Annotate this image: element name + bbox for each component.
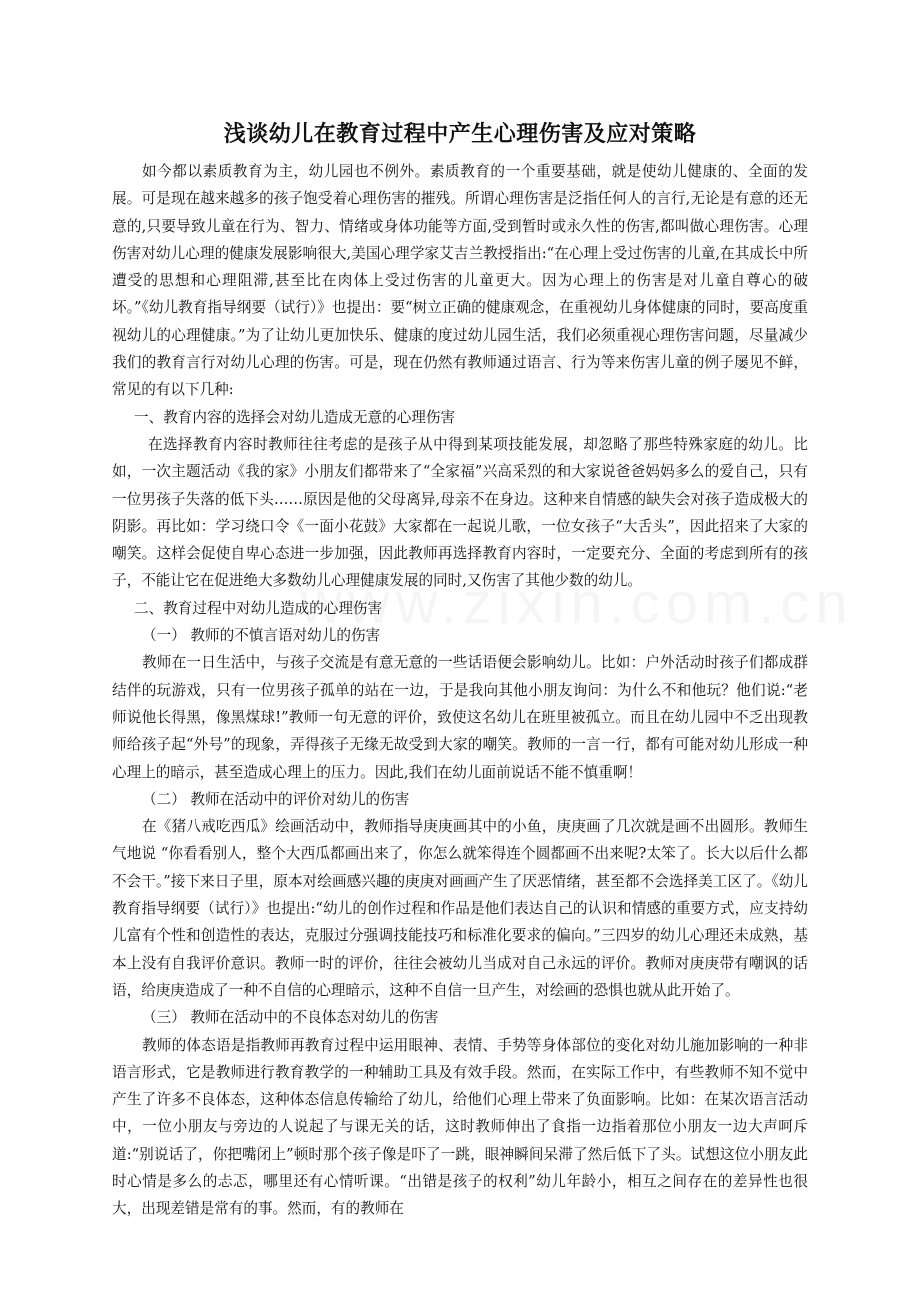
- section-heading-1: 一、教育内容的选择会对幼儿造成无意的心理伤害: [134, 408, 456, 426]
- document-title: 浅谈幼儿在教育过程中产生心理伤害及应对策略: [223, 122, 697, 147]
- intro-paragraph: 如今都以素质教育为主，幼儿园也不例外。素质教育的一个重要基础，就是使幼儿健康的、全面的发展。可是现在越来越多的孩子饱受着心理伤害的摧残。所谓心理伤害是泛指任何人的言行,无论是有意的还无意的,只要导致儿童在行为、智力、情绪或身体功能等方面,受到暂时或永久性的伤害,都叫做心理伤害。心理伤害对幼儿心理的健康发展影响很大,美国心理学家艾吉兰教授指出:“在心理上受过伤害的儿童,在其成长中所遭受的思想和心理阻滞,甚至比在肉体上受过伤害的儿童更大。因为心理上的伤害是对儿童自尊心的破坏。”《幼儿教育指导纲要（试行）》也提出：要“树立正确的健康观念，在重视幼儿身体健康的同时，要高度重视幼儿的心理健康。”为了让幼儿更加快乐、健康的度过幼儿园生活，我们必须重视心理伤害问题，尽量减少我们的教育言行对幼儿心理的伤害。可是，现在仍然有教师通过语言、行为等来伤害儿童的例子屡见不鲜，常见的有以下几种:: [112, 163, 808, 399]
- subsection-heading-1: （一） 教师的不慎言语对幼儿的伤害: [142, 627, 381, 645]
- document-body: [112, 158, 808, 1223]
- body-paragraph: 在《猪八戒吃西瓜》绘画活动中，教师指导庚庚画其中的小鱼，庚庚画了几次就是画不出圆形。教师生气地说 “你看看别人，整个大西瓜都画出来了，你怎么就笨得连个圆都画不出来呢?太笨了。长大以后什么都不会干。”接下来日子里，原本对绘画感兴趣的庚庚对画画产生了厌恶情绪，甚至都不会选择美工区了。《幼儿教育指导纲要（试行）》也提出:“幼儿的创作过程和作品是他们表达自己的认识和情感的重要方式，应支持幼儿富有个性和创造性的表达，克服过分强调技能技巧和标准化要求的偏向。”三四岁的幼儿心理还未成熟，基本上没有自我评价意识。教师一时的评价，往往会被幼儿当成对自己永远的评价。教师对庚庚带有嘲讽的话语，给庚庚造成了一种不自信的心理暗示，这种不自信一旦产生，对绘画的恐惧也就从此开始了。: [112, 818, 808, 999]
- body-paragraph: 教师在一日生活中，与孩子交流是有意无意的一些话语便会影响幼儿。比如：户外活动时孩子们都成群结伴的玩游戏，只有一位男孩子孤单的站在一边，于是我向其他小朋友询问：为什么不和他玩？他们说:“老师说他长得黑，像黑煤球!”教师一句无意的评价，致使这名幼儿在班里被孤立。而且在幼儿园中不乏出现教师给孩子起“外号”的现象，弄得孩子无缘无故受到大家的嘲笑。教师的一言一行，都有可能对幼儿形成一种心理上的暗示，甚至造成心理上的压力。因此,我们在幼儿面前说话不能不慎重啊！: [112, 654, 808, 781]
- subsection-heading-3: （三） 教师在活动中的不良体态对幼儿的伤害: [142, 1009, 439, 1027]
- section-heading-2: 二、教育过程中对幼儿造成的心理伤害: [134, 599, 383, 617]
- body-paragraph: 在选择教育内容时教师往往考虑的是孩子从中得到某项技能发展，却忽略了那些特殊家庭的幼儿。比如，一次主题活动《我的家》小朋友们都带来了“全家福”兴高采烈的和大家说爸爸妈妈多么的爱自己，只有一位男孩子失落的低下头……原因是他的父母离异,母亲不在身边。这种来自情感的缺失会对孩子造成极大的阴影。再比如：学习绕口令《一面小花鼓》大家都在一起说儿歌，一位女孩子“大舌头”，因此招来了大家的嘲笑。这样会促使自卑心态进一步加强，因此教师再选择教育内容时，一定要充分、全面的考虑到所有的孩子，不能让它在促进绝大多数幼儿心理健康发展的同时,又伤害了其他少数的幼儿。: [112, 435, 808, 590]
- subsection-heading-2: （二） 教师在活动中的评价对幼儿的伤害: [142, 790, 410, 808]
- body-paragraph: 教师的体态语是指教师再教育过程中运用眼神、表情、手势等身体部位的变化对幼儿施加影响的一种非语言形式，它是教师进行教育教学的一种辅助工具及有效手段。然而，在实际工作中，有些教师不知不觉中产生了许多不良体态，这种体态信息传输给了幼儿，给他们心理上带来了负面影响。比如：在某次语言活动中，一位小朋友与旁边的人说起了与课无关的话，这时教师伸出了食指一边指着那位小朋友一边大声呵斥道:“别说话了，你把嘴闭上”顿时那个孩子像是吓了一跳，眼神瞬间呆滞了然后低下了头。试想这位小朋友此时心情是多么的忐忑，哪里还有心情听课。“出错是孩子的权利”幼儿年龄小，相互之间存在的差异性也很大，出现差错是常有的事。然而，有的教师在: [112, 1036, 808, 1218]
